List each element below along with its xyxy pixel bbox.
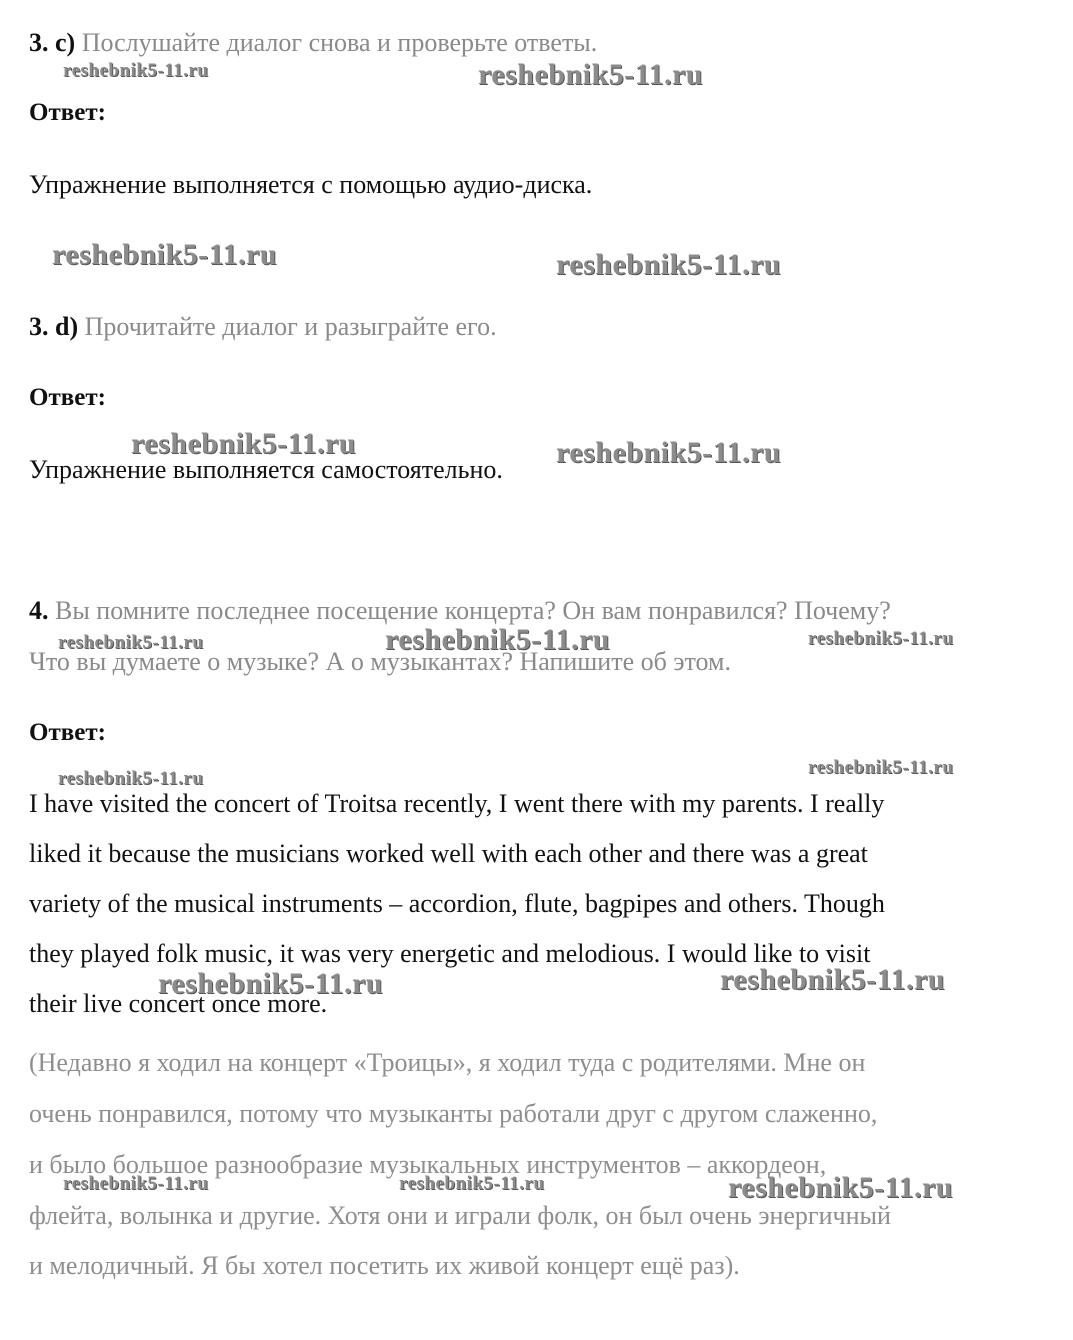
translation-line: и мелодичный. Я бы хотел посетить их живой концерт ещё раз). <box>29 1251 740 1280</box>
answer-line: their live concert once more. <box>29 989 328 1018</box>
answer-line: variety of the musical instruments – accordion, flute, bagpipes and others. Though <box>29 889 885 918</box>
watermark: reshebnik5-11.ru <box>63 60 209 81</box>
task-3c <box>29 28 597 58</box>
answer-text: Упражнение выполняется с помощью аудио-диска. <box>29 170 593 199</box>
task-number: 4. <box>29 596 49 625</box>
watermark: reshebnik5-11.ru <box>808 628 954 649</box>
task-4 <box>29 596 891 626</box>
watermark: reshebnik5-11.ru <box>52 238 277 271</box>
answer-line: they played folk music, it was very energetic and melodious. I would like to visit <box>29 939 871 968</box>
translation-line: очень понравился, потому что музыканты работали друг с другом слаженно, <box>29 1099 878 1128</box>
answer-line: liked it because the musicians worked well with each other and there was a great <box>29 839 868 868</box>
task-number: 3. c) <box>29 28 76 57</box>
translation-line: флейта, волынка и другие. Хотя они и играли фолк, он был очень энергичный <box>29 1201 891 1230</box>
watermark: reshebnik5-11.ru <box>63 1173 209 1194</box>
translation-line: (Недавно я ходил на концерт «Троицы», я ходил туда с родителями. Мне он <box>29 1048 866 1077</box>
answer-line: I have visited the concert of Troitsa recently, I went there with my parents. I really <box>29 789 885 818</box>
watermark: reshebnik5-11.ru <box>131 427 356 460</box>
watermark: reshebnik5-11.ru <box>478 58 703 91</box>
watermark: reshebnik5-11.ru <box>720 963 945 996</box>
watermark: reshebnik5-11.ru <box>556 436 781 469</box>
answer-label: Ответ: <box>29 719 106 746</box>
answer-text: Упражнение выполняется самостоятельно. <box>29 455 503 484</box>
watermark: reshebnik5-11.ru <box>58 632 204 653</box>
translation-line: и было большое разнообразие музыкальных инструментов – аккордеон, <box>29 1150 827 1179</box>
watermark: reshebnik5-11.ru <box>808 757 954 778</box>
watermark: reshebnik5-11.ru <box>158 967 383 1000</box>
task-text-line2: Что вы думаете о музыке? А о музыкантах? Напишите об этом. <box>29 647 731 676</box>
task-number: 3. d) <box>29 312 79 341</box>
task-text: Вы помните последнее посещение концерта? Он вам понравился? Почему? <box>55 596 891 625</box>
answer-label: Ответ: <box>29 99 106 126</box>
watermark: reshebnik5-11.ru <box>385 623 610 656</box>
watermark: reshebnik5-11.ru <box>556 248 781 281</box>
task-3d <box>29 312 497 342</box>
watermark: reshebnik5-11.ru <box>58 768 204 789</box>
answer-label: Ответ: <box>29 384 106 411</box>
task-text: Послушайте диалог снова и проверьте ответы. <box>81 28 598 57</box>
watermark: reshebnik5-11.ru <box>399 1173 545 1194</box>
task-text: Прочитайте диалог и разыграйте его. <box>84 312 497 341</box>
watermark: reshebnik5-11.ru <box>728 1171 953 1204</box>
